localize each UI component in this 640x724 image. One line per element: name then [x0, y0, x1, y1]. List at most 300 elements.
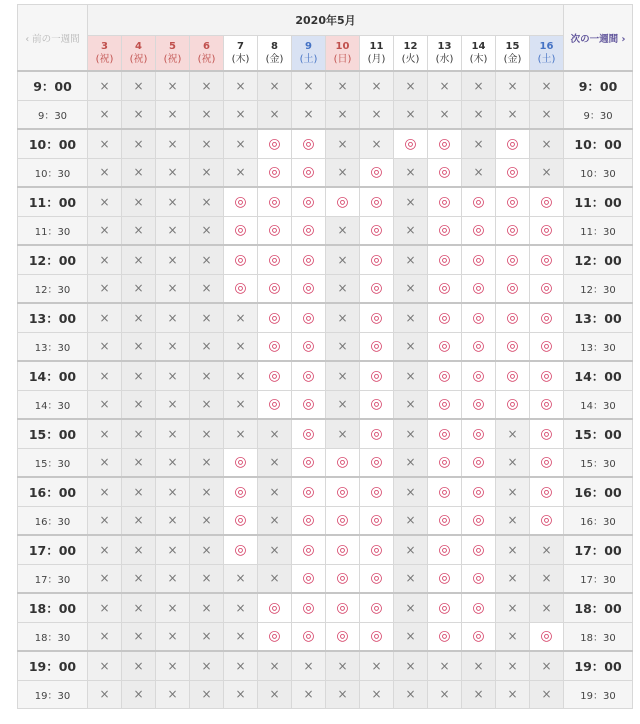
- time-slot-row: [18, 477, 633, 506]
- available-slot[interactable]: ◎: [530, 361, 564, 390]
- available-slot[interactable]: ◎: [292, 216, 326, 245]
- available-slot[interactable]: ◎: [360, 303, 394, 332]
- unavailable-slot: ×: [326, 216, 360, 245]
- available-slot[interactable]: ◎: [258, 593, 292, 622]
- available-slot[interactable]: ◎: [326, 477, 360, 506]
- unavailable-slot: ×: [190, 622, 224, 651]
- time-label-right: 15：30: [564, 448, 633, 477]
- available-slot[interactable]: ◎: [428, 158, 462, 187]
- available-slot[interactable]: ◎: [360, 506, 394, 535]
- available-slot[interactable]: ◎: [428, 303, 462, 332]
- time-slot-row: [18, 274, 633, 303]
- day-date: 4: [135, 41, 142, 52]
- unavailable-slot: ×: [156, 303, 190, 332]
- unavailable-slot: ×: [88, 245, 122, 274]
- available-slot[interactable]: ◎: [224, 535, 258, 564]
- unavailable-slot: ×: [394, 245, 428, 274]
- available-slot[interactable]: ◎: [360, 390, 394, 419]
- available-slot[interactable]: ◎: [530, 303, 564, 332]
- available-slot[interactable]: ◎: [428, 361, 462, 390]
- unavailable-slot: ×: [428, 651, 462, 680]
- day-header-6: [190, 36, 224, 72]
- unavailable-slot: ×: [292, 680, 326, 709]
- available-slot[interactable]: ◎: [360, 332, 394, 361]
- available-slot[interactable]: ◎: [462, 332, 496, 361]
- time-label-right: 14：00: [564, 361, 633, 390]
- time-label-right: 10：30: [564, 158, 633, 187]
- unavailable-slot: ×: [326, 390, 360, 419]
- unavailable-slot: ×: [122, 332, 156, 361]
- available-slot[interactable]: ◎: [462, 303, 496, 332]
- available-slot[interactable]: ◎: [428, 216, 462, 245]
- available-slot[interactable]: ◎: [326, 622, 360, 651]
- available-slot[interactable]: ◎: [292, 303, 326, 332]
- time-label-right: 9：00: [564, 71, 633, 100]
- available-slot[interactable]: ◎: [428, 622, 462, 651]
- unavailable-slot: ×: [190, 274, 224, 303]
- day-weekday: (金): [265, 54, 284, 65]
- available-slot[interactable]: ◎: [258, 216, 292, 245]
- prev-week-button[interactable]: ‹ 前の一週間: [18, 5, 88, 72]
- available-slot[interactable]: ◎: [428, 448, 462, 477]
- available-slot[interactable]: ◎: [360, 245, 394, 274]
- unavailable-slot: ×: [190, 680, 224, 709]
- available-slot[interactable]: ◎: [360, 477, 394, 506]
- day-date: 16: [539, 41, 554, 52]
- unavailable-slot: ×: [88, 651, 122, 680]
- unavailable-slot: ×: [258, 448, 292, 477]
- day-header-4: [122, 36, 156, 72]
- available-slot[interactable]: ◎: [496, 245, 530, 274]
- available-slot[interactable]: ◎: [224, 448, 258, 477]
- available-slot[interactable]: ◎: [292, 390, 326, 419]
- available-slot[interactable]: ◎: [428, 390, 462, 419]
- available-slot[interactable]: ◎: [462, 245, 496, 274]
- time-label-right: 18：30: [564, 622, 633, 651]
- available-slot[interactable]: ◎: [224, 187, 258, 216]
- day-date: 8: [271, 41, 278, 52]
- unavailable-slot: ×: [326, 651, 360, 680]
- unavailable-slot: ×: [122, 390, 156, 419]
- unavailable-slot: ×: [122, 361, 156, 390]
- time-label-right: 11：30: [564, 216, 633, 245]
- unavailable-slot: ×: [190, 100, 224, 129]
- time-label-left: 11：30: [18, 216, 88, 245]
- time-label-right: 15：00: [564, 419, 633, 448]
- unavailable-slot: ×: [224, 390, 258, 419]
- unavailable-slot: ×: [496, 593, 530, 622]
- available-slot[interactable]: ◎: [496, 332, 530, 361]
- available-slot[interactable]: ◎: [292, 332, 326, 361]
- unavailable-slot: ×: [530, 129, 564, 158]
- time-label-left: 19：30: [18, 680, 88, 709]
- available-slot[interactable]: ◎: [292, 477, 326, 506]
- available-slot[interactable]: ◎: [530, 448, 564, 477]
- day-weekday: (祝): [197, 54, 216, 65]
- unavailable-slot: ×: [496, 651, 530, 680]
- unavailable-slot: ×: [190, 419, 224, 448]
- available-slot[interactable]: ◎: [326, 535, 360, 564]
- available-slot[interactable]: ◎: [428, 419, 462, 448]
- unavailable-slot: ×: [394, 564, 428, 593]
- unavailable-slot: ×: [224, 100, 258, 129]
- day-weekday: (祝): [163, 54, 182, 65]
- available-slot[interactable]: ◎: [530, 390, 564, 419]
- available-slot[interactable]: ◎: [394, 129, 428, 158]
- available-slot[interactable]: ◎: [530, 187, 564, 216]
- unavailable-slot: ×: [496, 535, 530, 564]
- unavailable-slot: ×: [156, 622, 190, 651]
- available-slot[interactable]: ◎: [258, 245, 292, 274]
- day-date: 7: [237, 41, 244, 52]
- unavailable-slot: ×: [292, 100, 326, 129]
- time-label-left: 13：30: [18, 332, 88, 361]
- unavailable-slot: ×: [292, 71, 326, 100]
- unavailable-slot: ×: [190, 390, 224, 419]
- unavailable-slot: ×: [88, 187, 122, 216]
- unavailable-slot: ×: [496, 564, 530, 593]
- time-label-right: 12：30: [564, 274, 633, 303]
- time-slot-row: [18, 303, 633, 332]
- time-slot-row: [18, 593, 633, 622]
- available-slot[interactable]: ◎: [360, 593, 394, 622]
- available-slot[interactable]: ◎: [428, 187, 462, 216]
- unavailable-slot: ×: [156, 158, 190, 187]
- unavailable-slot: ×: [190, 477, 224, 506]
- available-slot[interactable]: ◎: [496, 303, 530, 332]
- next-week-button[interactable]: 次の一週間 ›: [564, 5, 633, 72]
- time-label-right: 18：00: [564, 593, 633, 622]
- unavailable-slot: ×: [122, 100, 156, 129]
- available-slot[interactable]: ◎: [360, 361, 394, 390]
- unavailable-slot: ×: [326, 303, 360, 332]
- available-slot[interactable]: ◎: [292, 274, 326, 303]
- available-slot[interactable]: ◎: [496, 187, 530, 216]
- unavailable-slot: ×: [156, 129, 190, 158]
- unavailable-slot: ×: [156, 332, 190, 361]
- unavailable-slot: ×: [258, 680, 292, 709]
- unavailable-slot: ×: [462, 100, 496, 129]
- unavailable-slot: ×: [530, 535, 564, 564]
- unavailable-slot: ×: [122, 274, 156, 303]
- available-slot[interactable]: ◎: [360, 419, 394, 448]
- available-slot[interactable]: ◎: [292, 506, 326, 535]
- unavailable-slot: ×: [360, 100, 394, 129]
- availability-table: [17, 4, 633, 709]
- available-slot[interactable]: ◎: [530, 477, 564, 506]
- available-slot[interactable]: ◎: [462, 216, 496, 245]
- available-slot[interactable]: ◎: [360, 448, 394, 477]
- available-slot[interactable]: ◎: [326, 593, 360, 622]
- unavailable-slot: ×: [190, 332, 224, 361]
- available-slot[interactable]: ◎: [326, 448, 360, 477]
- available-slot[interactable]: ◎: [360, 564, 394, 593]
- unavailable-slot: ×: [190, 245, 224, 274]
- unavailable-slot: ×: [462, 158, 496, 187]
- day-header-7: [224, 36, 258, 72]
- available-slot[interactable]: ◎: [496, 274, 530, 303]
- available-slot[interactable]: ◎: [224, 245, 258, 274]
- day-date: 10: [335, 41, 350, 52]
- unavailable-slot: ×: [428, 100, 462, 129]
- available-slot[interactable]: ◎: [258, 390, 292, 419]
- available-slot[interactable]: ◎: [292, 622, 326, 651]
- unavailable-slot: ×: [394, 158, 428, 187]
- available-slot[interactable]: ◎: [292, 158, 326, 187]
- time-label-right: 16：00: [564, 477, 633, 506]
- unavailable-slot: ×: [190, 216, 224, 245]
- available-slot[interactable]: ◎: [224, 477, 258, 506]
- day-header-5: [156, 36, 190, 72]
- available-slot[interactable]: ◎: [258, 332, 292, 361]
- unavailable-slot: ×: [190, 71, 224, 100]
- available-slot[interactable]: ◎: [360, 216, 394, 245]
- time-slot-row: [18, 216, 633, 245]
- available-slot[interactable]: ◎: [360, 274, 394, 303]
- time-label-right: 13：00: [564, 303, 633, 332]
- unavailable-slot: ×: [224, 622, 258, 651]
- available-slot[interactable]: ◎: [258, 274, 292, 303]
- unavailable-slot: ×: [88, 622, 122, 651]
- time-label-right: 19：00: [564, 651, 633, 680]
- day-header-12: [394, 36, 428, 72]
- unavailable-slot: ×: [122, 680, 156, 709]
- available-slot[interactable]: ◎: [530, 506, 564, 535]
- unavailable-slot: ×: [88, 477, 122, 506]
- time-label-left: 12：30: [18, 274, 88, 303]
- unavailable-slot: ×: [156, 448, 190, 477]
- time-slot-row: [18, 680, 633, 709]
- available-slot[interactable]: ◎: [258, 303, 292, 332]
- available-slot[interactable]: ◎: [292, 535, 326, 564]
- available-slot[interactable]: ◎: [530, 274, 564, 303]
- day-weekday: (日): [333, 54, 352, 65]
- time-slot-row: [18, 129, 633, 158]
- day-weekday: (祝): [95, 54, 114, 65]
- day-date: 9: [305, 41, 312, 52]
- available-slot[interactable]: ◎: [326, 506, 360, 535]
- available-slot[interactable]: ◎: [258, 622, 292, 651]
- unavailable-slot: ×: [88, 274, 122, 303]
- available-slot[interactable]: ◎: [462, 390, 496, 419]
- day-date: 13: [437, 41, 452, 52]
- time-label-left: 19：00: [18, 651, 88, 680]
- day-header-14: [462, 36, 496, 72]
- available-slot[interactable]: ◎: [258, 361, 292, 390]
- unavailable-slot: ×: [360, 651, 394, 680]
- unavailable-slot: ×: [496, 622, 530, 651]
- available-slot[interactable]: ◎: [462, 361, 496, 390]
- available-slot[interactable]: ◎: [462, 564, 496, 593]
- unavailable-slot: ×: [258, 477, 292, 506]
- available-slot[interactable]: ◎: [292, 593, 326, 622]
- unavailable-slot: ×: [326, 100, 360, 129]
- time-label-right: 9：30: [564, 100, 633, 129]
- available-slot[interactable]: ◎: [496, 361, 530, 390]
- unavailable-slot: ×: [394, 680, 428, 709]
- available-slot[interactable]: ◎: [428, 477, 462, 506]
- available-slot[interactable]: ◎: [258, 187, 292, 216]
- available-slot[interactable]: ◎: [428, 535, 462, 564]
- available-slot[interactable]: ◎: [462, 187, 496, 216]
- unavailable-slot: ×: [224, 564, 258, 593]
- available-slot[interactable]: ◎: [360, 158, 394, 187]
- available-slot[interactable]: ◎: [292, 564, 326, 593]
- unavailable-slot: ×: [122, 651, 156, 680]
- available-slot[interactable]: ◎: [360, 535, 394, 564]
- unavailable-slot: ×: [394, 477, 428, 506]
- unavailable-slot: ×: [122, 506, 156, 535]
- unavailable-slot: ×: [326, 332, 360, 361]
- available-slot[interactable]: ◎: [462, 506, 496, 535]
- available-slot[interactable]: ◎: [428, 245, 462, 274]
- unavailable-slot: ×: [394, 100, 428, 129]
- time-slot-row: [18, 564, 633, 593]
- time-label-left: 10：30: [18, 158, 88, 187]
- unavailable-slot: ×: [156, 100, 190, 129]
- available-slot[interactable]: ◎: [258, 158, 292, 187]
- time-label-left: 18：00: [18, 593, 88, 622]
- available-slot[interactable]: ◎: [530, 332, 564, 361]
- available-slot[interactable]: ◎: [428, 274, 462, 303]
- available-slot[interactable]: ◎: [292, 448, 326, 477]
- unavailable-slot: ×: [394, 216, 428, 245]
- time-label-left: 16：00: [18, 477, 88, 506]
- unavailable-slot: ×: [156, 535, 190, 564]
- time-slot-row: [18, 448, 633, 477]
- day-header-row: [18, 36, 633, 72]
- available-slot[interactable]: ◎: [462, 622, 496, 651]
- unavailable-slot: ×: [156, 593, 190, 622]
- unavailable-slot: ×: [394, 535, 428, 564]
- available-slot[interactable]: ◎: [462, 477, 496, 506]
- time-slot-row: [18, 506, 633, 535]
- day-weekday: (月): [367, 54, 386, 65]
- unavailable-slot: ×: [190, 303, 224, 332]
- time-label-right: 11：00: [564, 187, 633, 216]
- available-slot[interactable]: ◎: [360, 622, 394, 651]
- available-slot[interactable]: ◎: [292, 129, 326, 158]
- unavailable-slot: ×: [156, 680, 190, 709]
- unavailable-slot: ×: [224, 158, 258, 187]
- unavailable-slot: ×: [122, 622, 156, 651]
- available-slot[interactable]: ◎: [496, 158, 530, 187]
- unavailable-slot: ×: [156, 71, 190, 100]
- day-date: 12: [403, 41, 418, 52]
- unavailable-slot: ×: [394, 71, 428, 100]
- available-slot[interactable]: ◎: [530, 622, 564, 651]
- available-slot[interactable]: ◎: [428, 129, 462, 158]
- unavailable-slot: ×: [190, 361, 224, 390]
- unavailable-slot: ×: [530, 651, 564, 680]
- unavailable-slot: ×: [428, 680, 462, 709]
- available-slot[interactable]: ◎: [224, 506, 258, 535]
- time-label-right: 13：30: [564, 332, 633, 361]
- day-weekday: (火): [401, 54, 420, 65]
- unavailable-slot: ×: [326, 274, 360, 303]
- available-slot[interactable]: ◎: [462, 593, 496, 622]
- unavailable-slot: ×: [190, 448, 224, 477]
- time-slot-row: [18, 535, 633, 564]
- available-slot[interactable]: ◎: [462, 419, 496, 448]
- unavailable-slot: ×: [394, 506, 428, 535]
- unavailable-slot: ×: [496, 680, 530, 709]
- available-slot[interactable]: ◎: [496, 216, 530, 245]
- unavailable-slot: ×: [88, 448, 122, 477]
- unavailable-slot: ×: [122, 593, 156, 622]
- available-slot[interactable]: ◎: [462, 274, 496, 303]
- unavailable-slot: ×: [530, 680, 564, 709]
- unavailable-slot: ×: [156, 651, 190, 680]
- unavailable-slot: ×: [156, 245, 190, 274]
- unavailable-slot: ×: [530, 100, 564, 129]
- unavailable-slot: ×: [190, 187, 224, 216]
- available-slot[interactable]: ◎: [292, 419, 326, 448]
- time-label-left: 9：00: [18, 71, 88, 100]
- unavailable-slot: ×: [394, 651, 428, 680]
- time-label-left: 15：30: [18, 448, 88, 477]
- day-header-3: [88, 36, 122, 72]
- unavailable-slot: ×: [156, 216, 190, 245]
- available-slot[interactable]: ◎: [428, 332, 462, 361]
- day-date: 14: [471, 41, 486, 52]
- available-slot[interactable]: ◎: [428, 506, 462, 535]
- day-header-13: [428, 36, 462, 72]
- unavailable-slot: ×: [122, 535, 156, 564]
- unavailable-slot: ×: [326, 245, 360, 274]
- day-date: 6: [203, 41, 210, 52]
- unavailable-slot: ×: [122, 158, 156, 187]
- unavailable-slot: ×: [122, 216, 156, 245]
- available-slot[interactable]: ◎: [530, 419, 564, 448]
- unavailable-slot: ×: [122, 303, 156, 332]
- available-slot[interactable]: ◎: [360, 187, 394, 216]
- day-weekday: (木): [469, 54, 488, 65]
- available-slot[interactable]: ◎: [428, 593, 462, 622]
- available-slot[interactable]: ◎: [530, 216, 564, 245]
- available-slot[interactable]: ◎: [292, 187, 326, 216]
- available-slot[interactable]: ◎: [292, 245, 326, 274]
- time-slot-row: [18, 651, 633, 680]
- unavailable-slot: ×: [496, 506, 530, 535]
- time-slot-row: [18, 622, 633, 651]
- unavailable-slot: ×: [394, 303, 428, 332]
- unavailable-slot: ×: [88, 100, 122, 129]
- time-label-left: 9：30: [18, 100, 88, 129]
- available-slot[interactable]: ◎: [428, 564, 462, 593]
- available-slot[interactable]: ◎: [258, 129, 292, 158]
- available-slot[interactable]: ◎: [326, 187, 360, 216]
- available-slot[interactable]: ◎: [496, 129, 530, 158]
- unavailable-slot: ×: [122, 419, 156, 448]
- unavailable-slot: ×: [224, 593, 258, 622]
- unavailable-slot: ×: [394, 622, 428, 651]
- available-slot[interactable]: ◎: [530, 245, 564, 274]
- unavailable-slot: ×: [394, 593, 428, 622]
- time-label-right: 17：30: [564, 564, 633, 593]
- available-slot[interactable]: ◎: [292, 361, 326, 390]
- available-slot[interactable]: ◎: [326, 564, 360, 593]
- unavailable-slot: ×: [292, 651, 326, 680]
- available-slot[interactable]: ◎: [462, 448, 496, 477]
- unavailable-slot: ×: [122, 564, 156, 593]
- available-slot[interactable]: ◎: [224, 216, 258, 245]
- unavailable-slot: ×: [496, 100, 530, 129]
- available-slot[interactable]: ◎: [224, 274, 258, 303]
- day-date: 3: [101, 41, 108, 52]
- available-slot[interactable]: ◎: [462, 535, 496, 564]
- available-slot[interactable]: ◎: [496, 390, 530, 419]
